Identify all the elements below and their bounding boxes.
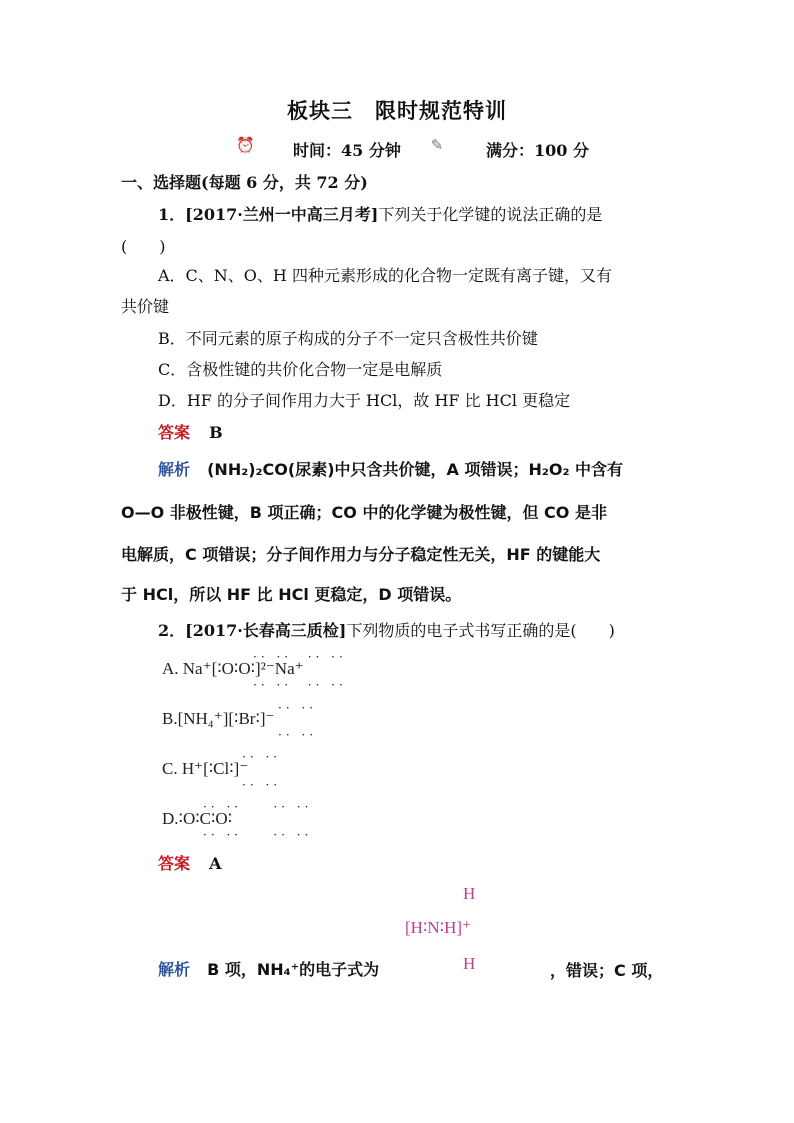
explanation-label: 解析: [158, 460, 191, 479]
answer-label: 答案: [158, 423, 191, 442]
q1-option-d: D．HF 的分子间作用力大于 HCl，故 HF 比 HCl 更稳定: [158, 391, 571, 410]
q1-explanation-line-3: 电解质，C 项错误；分子间作用力与分子稳定性无关，HF 的键能大: [121, 545, 601, 564]
q1-source: 1．[2017·兰州一中高三月考]: [158, 205, 379, 224]
q2-option-c: C. H⁺[∶Cl∶]⁻: [162, 759, 249, 778]
q1-option-a: A．C、N、O、H 四种元素形成的化合物一定既有离子键，又有: [158, 266, 612, 285]
q1-explanation-line-4: 于 HCl，所以 HF 比 HCl 更稳定，D 项错误。: [121, 585, 462, 604]
q2-answer: [158, 852, 222, 876]
q1-paren: ( ): [121, 237, 166, 256]
q2-explanation-cont: ，错误；C 项，: [550, 961, 664, 980]
alarm-clock-icon: ⏰: [236, 136, 255, 154]
q1-option-a-cont: 共价键: [121, 297, 170, 316]
q1-question: 下列关于化学键的说法正确的是: [378, 205, 603, 224]
explanation-label: 解析: [158, 960, 191, 979]
answer-label: 答案: [158, 854, 191, 873]
q1-option-c: C．含极性键的共价化合物一定是电解质: [158, 360, 443, 379]
nh4-formula-bottom-h: H: [463, 954, 476, 973]
time-limit: 时间：45 分钟: [293, 141, 401, 160]
full-score: 满分：100 分: [486, 141, 589, 160]
q2-option-b: B.[NH₄⁺][∶Br∶]⁻: [162, 709, 275, 728]
section-heading: 一、选择题(每题 6 分，共 72 分): [121, 173, 368, 192]
nh4-electron-formula: [H∶N∶H]⁺: [405, 918, 471, 937]
q1-explanation-line-2: O—O 非极性键，B 项正确；CO 中的化学键为极性键，但 CO 是非: [121, 503, 607, 522]
q2-option-a: A. Na⁺[∶O∶O∶]²⁻Na⁺: [162, 659, 304, 678]
q1-answer: [158, 421, 223, 445]
q2-stem: [158, 619, 615, 643]
q1-explanation-line-1: 解析 (NH₂)₂CO(尿素)中只含共价键，A 项错误；H₂O₂ 中含有: [158, 460, 624, 479]
q2-source: 2．[2017·长春高三质检]: [158, 621, 347, 640]
answer-value: B: [209, 423, 223, 442]
paper-icon: ✎: [430, 136, 444, 154]
q2-option-d: D.∶O∶C∶O∶: [162, 809, 233, 828]
answer-value: A: [209, 854, 222, 873]
q2-question: 下列物质的电子式书写正确的是( ): [346, 621, 615, 640]
q1-option-b: B．不同元素的原子构成的分子不一定只含极性共价键: [158, 329, 538, 348]
q2-explanation: 解析 B 项，NH₄⁺的电子式为: [158, 960, 380, 979]
q1-stem: [158, 203, 602, 227]
page-title: 板块三 限时规范特训: [287, 98, 507, 123]
nh4-formula-top-h: H: [463, 884, 476, 903]
